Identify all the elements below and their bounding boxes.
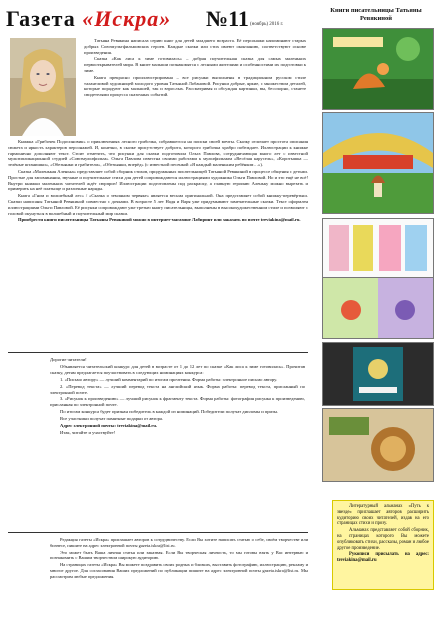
book-cover-lion	[322, 408, 434, 482]
book-cover-fox	[322, 28, 434, 110]
article-body	[8, 139, 308, 224]
contest-paragraph: По итогам конкурса будет признан победитель в каждой из номинаций. Победители получат дипломы и призы.	[60, 409, 279, 415]
masthead	[6, 6, 306, 36]
contest-greeting: Дорогие читатели!	[50, 357, 87, 362]
almanac-email: Рукописи присылать на адрес: treviakina@mail.ru	[337, 552, 429, 564]
contest-closing: Итак, читайте и участвуйте!	[60, 429, 116, 435]
editorial-footer	[50, 537, 308, 581]
footer-paragraph: На страницах газеты «Искра» Вы можете поздравить своих родных и близких, выставить фотографию, иллюстрацию, рекламу и многое другое. Для согласования Ваших предложений по публикации пишите на адрес электронной почты gazeta.iskra@list.ru. Мы рассмотрим любые предложения.	[50, 562, 308, 579]
almanac-paragraph: Альманах представляет собой сборник, на страницах которого Вы можете опубликовать стихи, рассказы, роман и любое другое произведение.	[337, 528, 429, 551]
section-divider	[8, 352, 308, 353]
article-paragraph: Сказка «Маленькая Аленька» представляет собой сборник стихов, придуманных писательницей Татьяной Ревякиной в процессе общения с детьми. Простые для запоминания, звучные и поучительные стихи для детей сопровождаются иллюстрациями художника Ольги Павловой. Но и это ещё не всё! Внутри книжки маленьких читателей ждёт сюрприз! Иллюстрации подготовлены под раскраску, а главную героиню Аленьку можно вырезать и примерить на неё платьице и различные наряды.	[8, 168, 308, 192]
issue-number: №11	[206, 6, 249, 31]
intro-paragraph: Сказка «Как лиса к зиме готовилась» – добрая поучительная сказка для самых маленьких первооткрывателей мира. В книге малыши познакомятся с лесными жителями и особенностями их подготовки к зиме.	[84, 56, 306, 73]
article-paragraph: Книга «Гном и волшебный лес» / «Сказка о земляном червяке» является весьма оригинальной. Она представляет собой книжку-перевёртыш. Сказки написаны Татьяной Ревякиной совместно с дочками. В возрасте 5 лет Надя и Варя уже придумывают замечательные сказки. Текст оформлен иллюстрациями Ольги Павловой. Её рисунки сопровождают уже третью книгу писательницы, выполнены в высокохудожественном стиле и позволяют с головой окунуться в волшебный и поучительный мир сказки.	[8, 193, 308, 216]
newspaper-title	[6, 6, 171, 32]
books-column-title: Книги писательницы Татьяны Ревякиной	[330, 7, 422, 22]
intro-paragraph: Татьяна Ревякина написала серию книг для детей младшего возраста. Её персонажи напоминают старых добрых Союзмультфильмовских героев. Каждые сказки или стих имеют окончанию, соответствуют основе произведения.	[84, 38, 306, 55]
contest-paragraph: Объявляется читательский конкурс для детей в возрасте от 1 до 12 лет по сказке «Как лиса к зиме готовилась». Прочитав сказку, детям предлагается поучаствовать в следующих номинациях конкурса:	[50, 363, 305, 375]
author-photo	[10, 38, 76, 136]
footer-paragraph: Редакция газеты «Искра» приглашает авторов к сотрудничеству. Если Вы хотите написать статью о себе, своём творчестве или бизнесе, пишите на адрес электронной почты gazeta.iskra@list.ru.	[50, 537, 308, 548]
issue-date: (ноябрь) 2016 г.	[250, 22, 284, 27]
book-cover-gnome	[322, 277, 434, 339]
book-cover-almanac	[322, 342, 434, 406]
contest-nomination: 2. «Перевод текста» — лучший перевод текста на английский язык. Форма работы: перевод текста, присланный по электронной почте.	[50, 383, 305, 395]
intro-paragraph: Книга прекрасно проиллюстрирована – все рисунки выполнены в традиционном русском стиле талантливой художницей молодого уровня Татьяной Лобановой. Рисунки добрые, яркие, с множеством деталей, которые порадуют как малышей, так и взрослых. Рассматривая и обсуждая картинки, вы, бесспорно, станете свидетелями процесса сказочных событий.	[84, 74, 306, 98]
almanac-ad	[332, 500, 434, 590]
almanac-paragraph: Литературный альманах «Путь к звезде» приглашает авторов расширить кудиторию своих читателей, издав на его страницах стихи и прозу.	[337, 504, 429, 527]
contest-announcement	[50, 357, 305, 437]
footer-paragraph: Это может быть Ваша личная статья или заказная. Если Вы творческая личность, то мы готовы взять у Вас интервью и познакомить с Вашим творчеством широкую аудиторию.	[50, 549, 308, 561]
book-cover-mushroom	[322, 112, 434, 214]
title-prefix: Газета	[6, 6, 76, 31]
title-name: «Искра»	[82, 6, 172, 31]
book-cover-alenka	[322, 218, 434, 278]
intro-text	[84, 38, 306, 99]
purchase-info: Приобрести книги писательницы Татьяны Ревякиной можно в интернет-магазине Лабиринт или заказать по почте treviakina@mail.ru.	[18, 217, 301, 223]
contest-nomination: 1. «Письмо автору» — лучший комментарий по итогам прочтения. Форма работы: электронное письмо автору.	[60, 376, 278, 382]
contest-paragraph: Все участники получат памятные подарки от автора.	[60, 416, 164, 422]
contest-email: Адрес электронной почты: treviakina@mail.ru.	[60, 423, 158, 429]
article-paragraph: Книжка «Грибочек Подосиновик» о приключениях лесного грибочка, собравшегося на поиски своей мечты. Сказку отличает простота описания сюжета и яркость характеров персонажей. И, конечно, в сказке присутствует доброта, которого грибочка храбро побеждает. Иллюстрации к книжке гармонично дополняют текст. Стоит отметить, что рисунки для сказки подготовила Ольга Павлова, сотрудничающая много лет с известной мультипликационной студией «Союзмультфильм». Ольга Павлова известна своими работами к мультфильмам «Весёлая карусель», «Коротышка — зелёные штанишки», «Обезьянки и грабители», «Обезьянки, вперёд» (с известной песенкой «Я каждый маленьким ребёнком…»).	[8, 139, 308, 168]
contest-nomination: 3. «Рисунок к произведению» — лучший рисунок к фрагменту текста. Форма работы: фотография рисунка к произведению, присланная по электронной почте.	[50, 396, 305, 408]
section-divider	[8, 532, 308, 533]
